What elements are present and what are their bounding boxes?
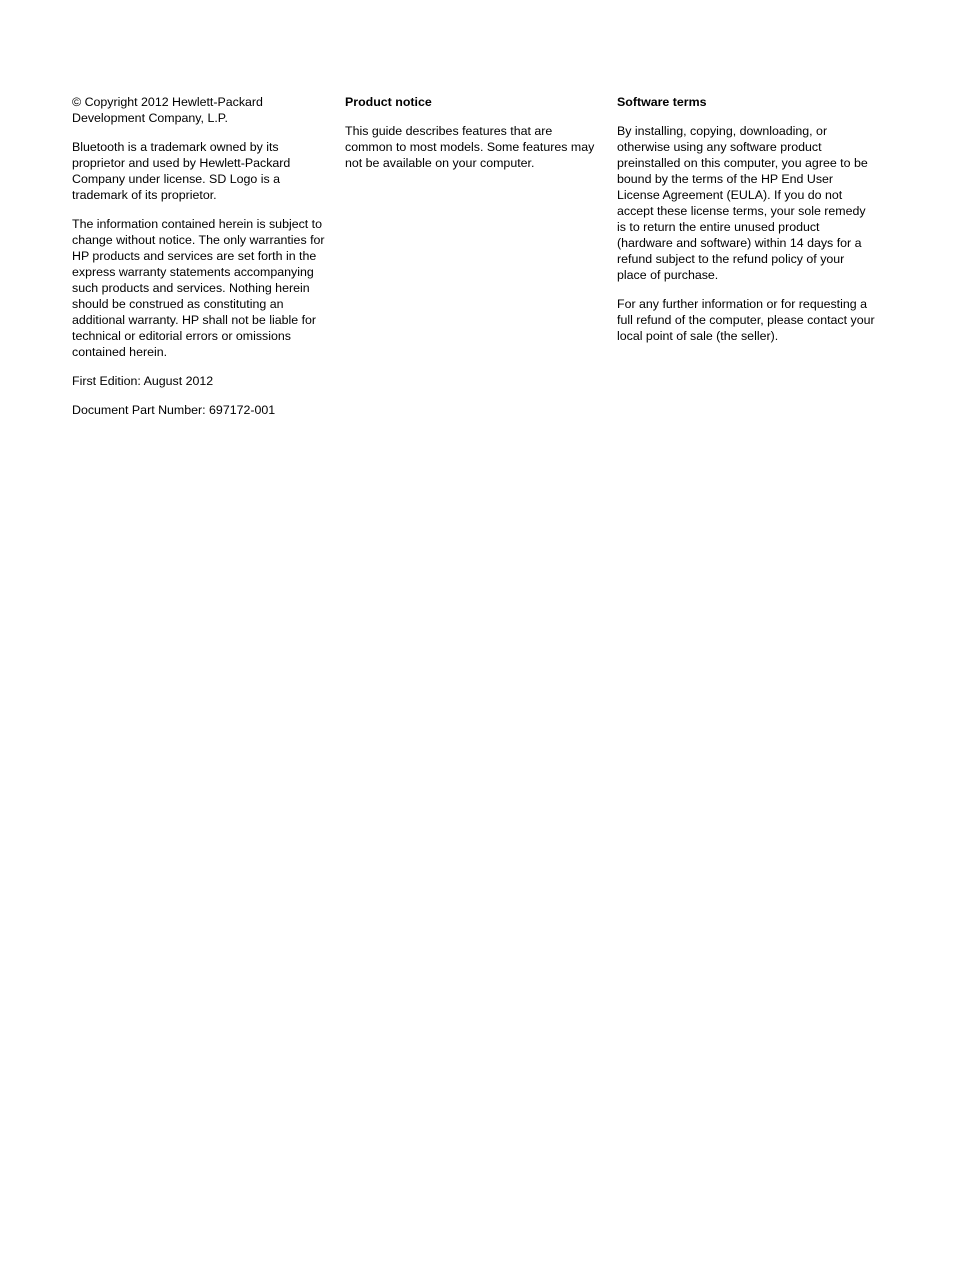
software-terms-column [617,94,875,357]
product-notice-text: This guide describes features that are common to most models. Some features may not be available on your computer. [345,123,595,170]
software-terms-heading: Software terms [617,95,707,109]
copyright-notice: © Copyright 2012 Hewlett-Packard Development Company, L.P. [72,95,263,126]
warranty-disclaimer: The information contained herein is subject to change without notice. The only warranties for HP products and services are set forth in the express warranty statements accompanying such products and services. Nothing herein should be construed as constituting an additional warranty. HP shall not be liable for technical or editorial errors or omissions contained herein. [72,216,325,360]
document-part-number: Document Part Number: 697172-001 [72,402,276,417]
software-terms-eula-text: By installing, copying, downloading, or otherwise using any software product preinstalled on this computer, you agree to be bound by the terms of the HP End User License Agreement (EULA). If you do not accept these license terms, your sole remedy is to return the entire unused product (hardware and software) within 14 days for a refund subject to the refund policy of your place of purchase. [617,123,868,283]
trademark-notice: Bluetooth is a trademark owned by its proprietor and used by Hewlett-Packard Company under license. SD Logo is a trademark of its proprietor. [72,139,291,202]
software-terms-refund-text: For any further information or for requesting a full refund of the computer, please contact your local point of sale (the seller). [617,297,875,344]
legal-column [72,94,330,430]
edition-info: First Edition: August 2012 [72,373,214,388]
product-notice-heading: Product notice [345,95,432,109]
product-notice-column [345,94,601,183]
